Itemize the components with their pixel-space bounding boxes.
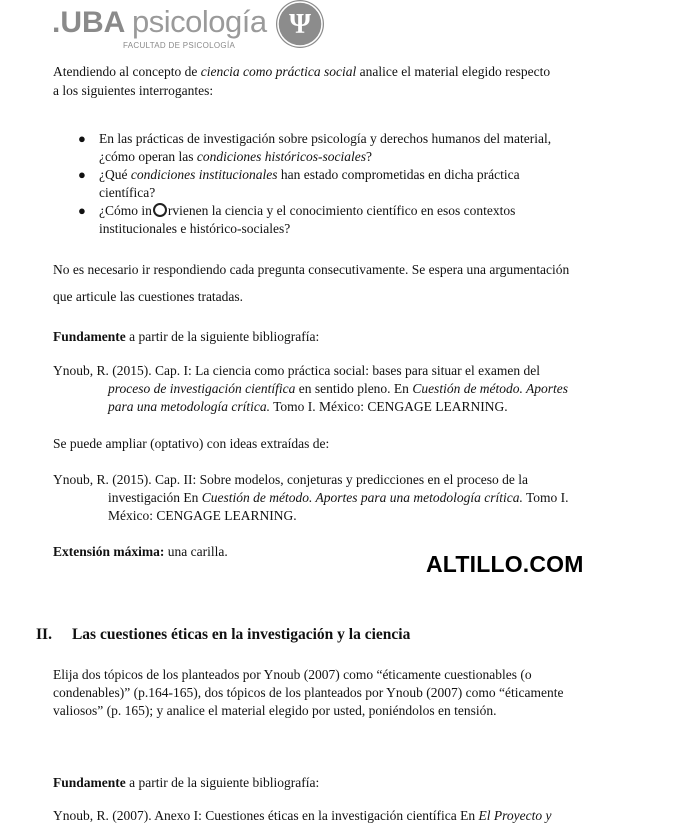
extension-rest: una carilla. bbox=[164, 544, 228, 559]
bullet-3-end: rvienen la ciencia y el conocimiento científico en esos contextos bbox=[167, 203, 516, 218]
fundamente-1 bbox=[53, 328, 319, 346]
bullet-3-line-2: institucionales e histórico-sociales? bbox=[99, 221, 291, 236]
mouse-cursor-ring-icon bbox=[153, 203, 167, 217]
bullet-dot-icon: ● bbox=[78, 131, 86, 146]
note-line-1: No es necesario ir respondiendo cada pregunta consecutivamente. Se espera una argumentación bbox=[53, 262, 570, 277]
bullet-dot-icon: ● bbox=[78, 203, 86, 218]
intro-emphasis: ciencia como práctica social bbox=[200, 64, 357, 79]
reference-1-line-3 bbox=[108, 398, 508, 416]
bullet-1-emphasis: condiciones históricos-sociales bbox=[196, 149, 366, 164]
bullet-3-text: ¿Cómo in bbox=[99, 203, 152, 218]
bullet-dot-icon: ● bbox=[78, 167, 86, 182]
altillo-watermark: ALTILLO.COM bbox=[426, 551, 584, 577]
reference-2-end: Tomo I. bbox=[522, 490, 569, 505]
bullet-item-3 bbox=[78, 202, 659, 238]
reference-1-mid: en sentido pleno. En bbox=[295, 381, 413, 396]
psi-symbol: Ψ bbox=[289, 9, 311, 40]
section-2-line-1: Elija dos tópicos de los planteados por Ynoub (2007) como “éticamente cuestionables (o bbox=[53, 667, 532, 682]
bullet-1-end: ? bbox=[365, 149, 372, 164]
section-2-heading bbox=[36, 626, 410, 644]
intro-line-2: a los siguientes interrogantes: bbox=[53, 83, 214, 98]
reference-2-em: Cuestión de método. Aportes para una metodología crítica. bbox=[201, 490, 523, 505]
question-list bbox=[78, 130, 659, 238]
fundamente-2-rest: a partir de la siguiente bibliografía: bbox=[125, 775, 320, 790]
reference-1-em: proceso de investigación científica bbox=[108, 381, 296, 396]
fundamente-1-bold: Fundamente bbox=[53, 329, 126, 344]
reference-1-line-2 bbox=[108, 380, 644, 398]
reference-1-em3: para una metodología crítica. bbox=[108, 399, 270, 414]
psi-seal-icon bbox=[276, 0, 324, 48]
bullet-3-line-1 bbox=[99, 202, 659, 220]
reference-3-line-1 bbox=[53, 807, 552, 825]
bullet-2-text: ¿Qué bbox=[99, 167, 131, 182]
intro-text-end: analice el material elegido respecto bbox=[356, 64, 551, 79]
section-2-line-2: condenables)” (p.164-165), dos tópicos de los planteados por Ynoub (2007) como “éticamente bbox=[53, 685, 564, 700]
extension-line bbox=[53, 543, 228, 561]
optional-line: Se puede ampliar (optativo) con ideas extraídas de: bbox=[53, 436, 330, 451]
reference-2-line-3: México: CENGAGE LEARNING. bbox=[108, 508, 297, 523]
reference-1-em2: Cuestión de método. Aportes bbox=[412, 381, 569, 396]
note-line-2: que articule las cuestiones tratadas. bbox=[53, 289, 244, 304]
reference-3-text: Ynoub, R. (2007). Anexo I: Cuestiones éticas en la investigación científica En bbox=[53, 808, 479, 823]
bullet-2-line-1 bbox=[99, 166, 659, 184]
bullet-2-line-2: científica? bbox=[99, 185, 156, 200]
bullet-item-1 bbox=[78, 130, 659, 166]
bullet-1-line-1: En las prácticas de investigación sobre psicología y derechos humanos del material, bbox=[99, 131, 552, 146]
uba-logo-text: .UBA bbox=[52, 6, 126, 39]
reference-3-em: El Proyecto y bbox=[478, 808, 552, 823]
bullet-1-text: ¿cómo operan las bbox=[99, 149, 197, 164]
intro-text: Atendiendo al concepto de bbox=[53, 64, 201, 79]
psicologia-logo-text: psicología bbox=[132, 4, 267, 39]
reference-2-text: investigación En bbox=[108, 490, 202, 505]
section-2-title: Las cuestiones éticas en la investigación y la ciencia bbox=[71, 626, 411, 643]
bullet-2-end: han estado comprometidas en dicha práctica bbox=[277, 167, 520, 182]
section-2-number: II. bbox=[36, 626, 52, 643]
bullet-1-line-2 bbox=[99, 148, 659, 166]
reference-1-line-1: Ynoub, R. (2015). Cap. I: La ciencia como práctica social: bases para situar el examen del bbox=[53, 363, 540, 378]
fundamente-2 bbox=[53, 774, 319, 792]
reference-2-line-1: Ynoub, R. (2015). Cap. II: Sobre modelos, conjeturas y predicciones en el proceso de la bbox=[53, 472, 528, 487]
bullet-item-2 bbox=[78, 166, 659, 202]
fundamente-2-bold: Fundamente bbox=[53, 775, 126, 790]
reference-2-line-2 bbox=[108, 489, 569, 507]
intro-line-1 bbox=[53, 63, 550, 81]
extension-bold: Extensión máxima: bbox=[53, 544, 165, 559]
reference-1-rest: Tomo I. México: CENGAGE LEARNING. bbox=[270, 399, 508, 414]
bullet-2-emphasis: condiciones institucionales bbox=[130, 167, 278, 182]
fundamente-1-rest: a partir de la siguiente bibliografía: bbox=[125, 329, 320, 344]
faculty-subtitle: FACULTAD DE PSICOLOGÍA bbox=[123, 41, 236, 50]
section-2-line-3: valiosos” (p. 165); y analice el material elegido por usted, poniéndolos en tensión. bbox=[53, 703, 497, 718]
